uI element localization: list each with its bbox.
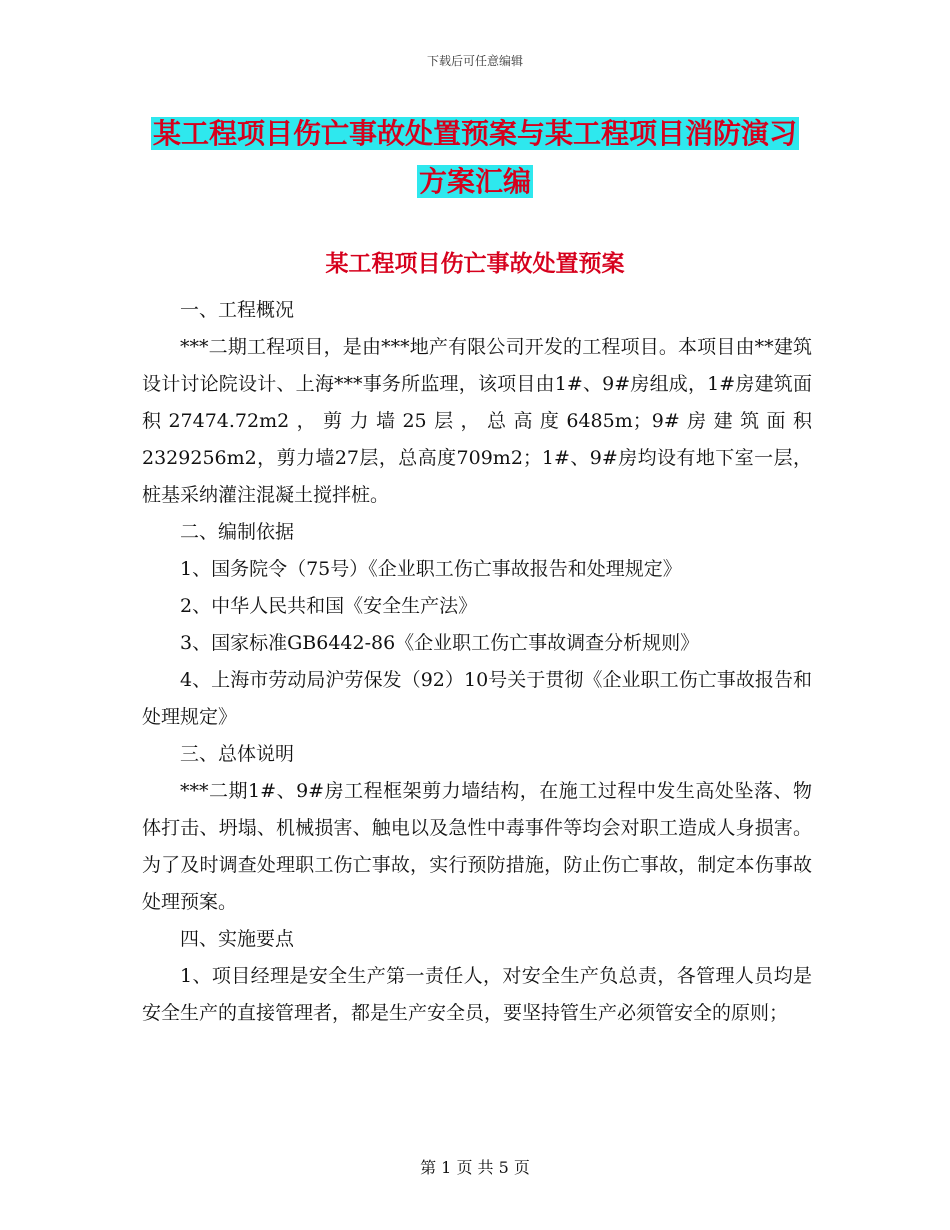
document-title-line-1: 某工程项目伤亡事故处置预案与某工程项目消防演习: [152, 117, 797, 150]
document-body: [142, 292, 812, 1032]
document-title: [0, 110, 950, 206]
list-item-basis-1: 1、国务院令（75号）《企业职工伤亡事故报告和处理规定》: [180, 558, 682, 580]
heading-project-overview: 一、工程概况: [180, 299, 295, 321]
page-footer: 第 1 页 共 5 页: [420, 1158, 530, 1177]
paragraph-project-overview: ***二期工程项目，是由***地产有限公司开发的工程项目。本项目由**建筑设计讨论院设计、上海***事务所监理，该项目由1#、9#房组成，1#房建筑面积27474.72m2，剪力墙25层，总高度6485m；9#房建筑面积2329256m2，剪力墙27层，总高度709m2；1#、9#房均设有地下室一层，桩基采纳灌注混凝土搅拌桩。: [142, 336, 812, 506]
document-title-line-2: 方案汇编: [418, 165, 531, 198]
section-title: 某工程项目伤亡事故处置预案: [325, 250, 625, 277]
list-item-basis-2: 2、中华人民共和国《安全生产法》: [180, 595, 478, 617]
page-header: 下载后可任意编辑: [426, 54, 523, 68]
heading-general-description: 三、总体说明: [180, 743, 295, 765]
list-item-basis-4: 4、上海市劳动局沪劳保发（92）10号关于贯彻《企业职工伤亡事故报告和处理规定》: [142, 669, 812, 728]
heading-compilation-basis: 二、编制依据: [180, 521, 295, 543]
list-item-implementation-1: 1、项目经理是安全生产第一责任人，对安全生产负总责，各管理人员均是安全生产的直接管理者，都是生产安全员，要坚持管生产必须管安全的原则；: [142, 965, 812, 1024]
list-item-basis-3: 3、国家标准GB6442-86《企业职工伤亡事故调查分析规则》: [180, 632, 700, 654]
paragraph-general-description: ***二期1#、9#房工程框架剪力墙结构，在施工过程中发生高处坠落、物体打击、坍塌、机械损害、触电以及急性中毒事件等均会对职工造成人身损害。为了及时调查处理职工伤亡事故，实行预防措施，防止伤亡事故，制定本伤事故处理预案。: [142, 780, 812, 913]
heading-implementation-points: 四、实施要点: [180, 928, 295, 950]
